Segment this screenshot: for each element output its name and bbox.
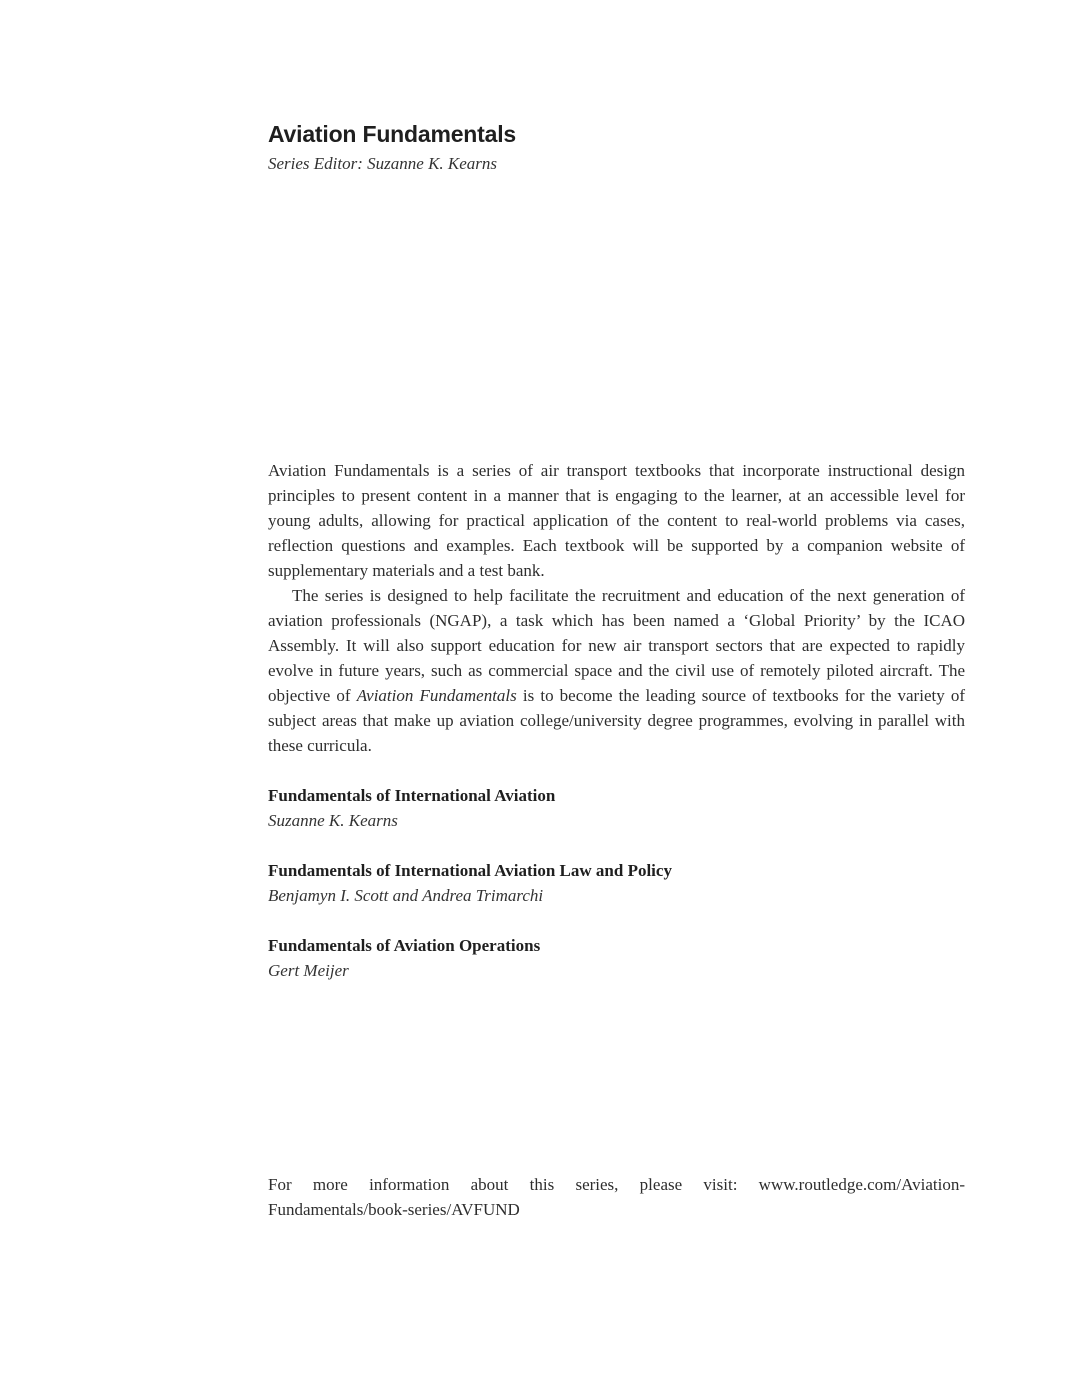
description-series-name-italic: Aviation Fundamentals bbox=[356, 686, 517, 705]
book-title: Fundamentals of International Aviation bbox=[268, 786, 556, 805]
more-info-text: For more information about this series, please visit: www.routledge.com/Aviation-Fundamentals/book-series/AVFUND bbox=[268, 1175, 965, 1219]
series-editor: Series Editor: Suzanne K. Kearns bbox=[268, 154, 498, 173]
book-author: Gert Meijer bbox=[268, 961, 349, 980]
book-entry bbox=[268, 933, 965, 983]
series-description bbox=[268, 458, 965, 758]
book-list bbox=[268, 783, 965, 1008]
book-title: Fundamentals of Aviation Operations bbox=[268, 936, 541, 955]
book-author: Suzanne K. Kearns bbox=[268, 811, 398, 830]
description-paragraph-1: Aviation Fundamentals is a series of air transport textbooks that incorporate instructional design principles to present content in a manner that is engaging to the learner, at an accessible level for young adults, allowing for practical application of the content to real-world problems via cases, reflection questions and examples. Each textbook will be supported by a companion website of supplementary materials and a test bank. bbox=[268, 461, 965, 580]
book-entry bbox=[268, 783, 965, 833]
book-title: Fundamentals of International Aviation Law and Policy bbox=[268, 861, 672, 880]
book-author: Benjamyn I. Scott and Andrea Trimarchi bbox=[268, 886, 544, 905]
book-entry bbox=[268, 858, 965, 908]
series-title: Aviation Fundamentals bbox=[268, 121, 516, 147]
description-paragraph-2 bbox=[268, 583, 965, 758]
description-paragraph-2-end: is to become the leading source of textbooks for the variety of subject areas that make up aviation college/university degree programmes, evolving in parallel with these curricula. bbox=[268, 686, 965, 755]
description-paragraph-2-start: The series is designed to help facilitate the recruitment and education of the next generation of aviation professionals (NGAP), a task which has been named a ‘Global Priority’ by the ICAO Assembly. It will also support education for new air transport sectors that are expected to rapidly evolve in future years, such as commercial space and the civil use of remotely piloted aircraft. The objective of bbox=[268, 586, 965, 705]
